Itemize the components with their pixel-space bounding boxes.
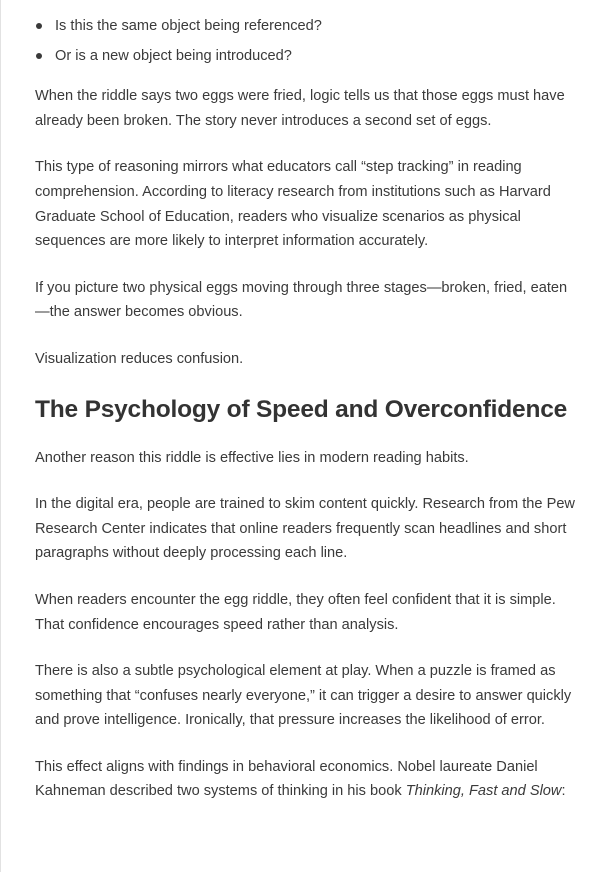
paragraph: There is also a subtle psychological element at play. When a puzzle is framed as something that “confuses nearly everyone,” it can trigger a desire to answer quickly and prove intelligence. Ironically, that pressure increases the likelihood of error. (35, 663, 572, 729)
paragraph: When readers encounter the egg riddle, they often feel confident that it is simple. That confidence encourages speed rather than analysis. (35, 591, 556, 633)
list-item: Is this the same object being referenced? (35, 14, 580, 39)
left-border-rule (0, 0, 1, 872)
paragraph: In the digital era, people are trained to skim content quickly. Research from the Pew Research Center indicates that online readers frequently scan headlines and short paragraphs without deeply processing each line. (35, 496, 575, 562)
book-title: Thinking, Fast and Slow (405, 783, 562, 800)
paragraph: Another reason this riddle is effective lies in modern reading habits. (35, 449, 469, 466)
article-body (35, 14, 580, 826)
paragraph: If you picture two physical eggs moving through three stages—broken, fried, eaten—the answer becomes obvious. (35, 279, 568, 321)
paragraph: When the riddle says two eggs were fried, logic tells us that those eggs must have already been broken. The story never introduces a second set of eggs. (35, 88, 565, 129)
paragraph: Visualization reduces confusion. (35, 350, 244, 367)
section-heading: The Psychology of Speed and Overconfidence (35, 395, 568, 423)
paragraph-ending: : (561, 783, 566, 800)
paragraph-text: This effect aligns with findings in behavioral economics. Nobel laureate Daniel Kahneman described two systems of thinking in his book (35, 758, 538, 800)
question-list (35, 14, 580, 68)
paragraph (35, 755, 580, 804)
list-item: Or is a new object being introduced? (35, 44, 580, 69)
paragraph: This type of reasoning mirrors what educators call “step tracking” in reading comprehension. According to literacy research from institutions such as Harvard Graduate School of Education, readers who visualize scenarios as physical sequences are more likely to interpret information accurately. (35, 159, 551, 250)
